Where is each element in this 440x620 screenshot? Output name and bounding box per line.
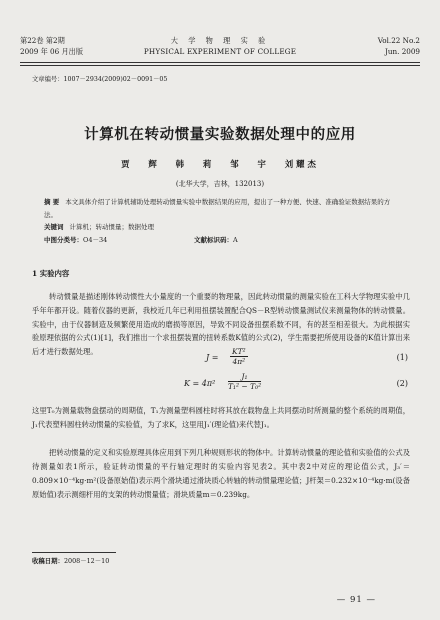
- abstract-text: 本文具体介绍了计算机辅助处理转动惯量实验中数据结果的应用，提出了一种方便、快速、准确验证数据结果的方法。: [44, 198, 391, 219]
- header-rule-thin: [20, 65, 420, 66]
- keywords: [44, 221, 392, 234]
- affiliation: (北华大学，吉林，132013): [175, 180, 265, 188]
- abstract-block: [44, 196, 392, 246]
- footnote-rule: [32, 552, 116, 553]
- abstract: [44, 196, 392, 221]
- eq1-tag: (1): [396, 353, 408, 362]
- keywords-label: 关键词: [44, 223, 64, 231]
- doc-code-label: 文献标识码：: [194, 235, 233, 244]
- running-header: [20, 36, 420, 58]
- eq2-lhs: K = 4π²: [184, 379, 216, 388]
- journal-name-cn: 大 学 物 理 实 验: [170, 36, 270, 45]
- doc-code: A: [233, 235, 238, 244]
- publish-date-cn: 2009 年 06 月出版: [20, 47, 84, 56]
- received-date: [32, 556, 109, 565]
- eq2-denominator: T₁² − T₀²: [228, 382, 262, 391]
- paragraph-1: 转动惯量是描述刚体转动惯性大小量度的一个重要的物理量，因此转动惯量的测量实验在工科大学物理实验中几乎年年都开设。随着仪器的更新，我校近几年已利用扭摆装置配合QS－R型转动惯量测试仪来测量物体的转动惯量。实验中，由于仪器制造及频繁使用造成的磨损等原因，导致不同设备扭摆系数不同，有的甚至相差很大。为此根据实验原理依据的公式(1)[1]，我们推出一个求扭摆装置的扭转系数K值的公式(2)，学生需要把所使用设备的K值计算出来后才进行数据处理。: [32, 292, 410, 357]
- eq1-fraction: [230, 347, 248, 366]
- eq1-lhs: J =: [206, 353, 219, 362]
- publish-date-en: Jun. 2009: [384, 47, 420, 56]
- section-heading: 1 实验内容: [32, 269, 70, 278]
- author-list: 贾 辉 韩 莉 邹 宇 刘耀杰: [121, 159, 319, 169]
- volume-issue-en: Vol.22 No.2: [377, 36, 420, 45]
- classification-row: [44, 234, 392, 247]
- keywords-text: 计算机；转动惯量；数据处理: [69, 223, 154, 231]
- eq1-denominator: 4π²: [232, 357, 246, 366]
- cls-code: O4－34: [83, 235, 108, 244]
- volume-issue-cn: 第22卷 第2期: [20, 36, 65, 45]
- eq2-fraction: [228, 372, 261, 391]
- article-number: 文章编号：1007－2934(2009)02－0091－05: [32, 76, 168, 83]
- paragraph-2: 这里T₀为测量载物盘摆动的周期值，T₁为测量塑料圆柱时将其放在载物盘上共同摆动时所测量的整个系统的周期值，J₁代表塑料圆柱转动惯量的实验值，为了求K，这里用J₁′(理论值)来代替J₁。: [32, 406, 410, 429]
- header-rule-thick: [20, 62, 420, 63]
- eq2-tag: (2): [396, 379, 408, 388]
- journal-name-en: PHYSICAL EXPERIMENT OF COLLEGE: [143, 47, 297, 56]
- abstract-label: 摘 要: [44, 198, 60, 206]
- paragraph-3: 把转动惯量的定义和实验原理具体应用到下列几种规则形状的物体中。计算转动惯量的理论值和实验值的公式及待测量如表1所示，验证转动惯量的平行轴定理时的实验内容见表2。其中表2中对应的理论值公式，J₃′＝0.809×10⁻⁴kg·m²(设备原始值)表示两个滑块通过滑块质心转轴的转动惯量理论值；J杆架＝0.232×10⁻⁴kg·m(设备原始值)表示测细杆用的支架的转动惯量值；滑块质量m＝0.239kg。: [32, 448, 410, 499]
- eq1-numerator: KT²: [232, 347, 246, 356]
- paper-title: 计算机在转动惯量实验数据处理中的应用: [84, 127, 356, 143]
- page-number: — 91 —: [336, 595, 376, 605]
- received-value: 2008－12－10: [63, 557, 110, 565]
- eq2-numerator: J₁: [228, 372, 261, 382]
- cls-label: 中图分类号：: [44, 235, 83, 244]
- received-label: 收稿日期：: [32, 557, 64, 565]
